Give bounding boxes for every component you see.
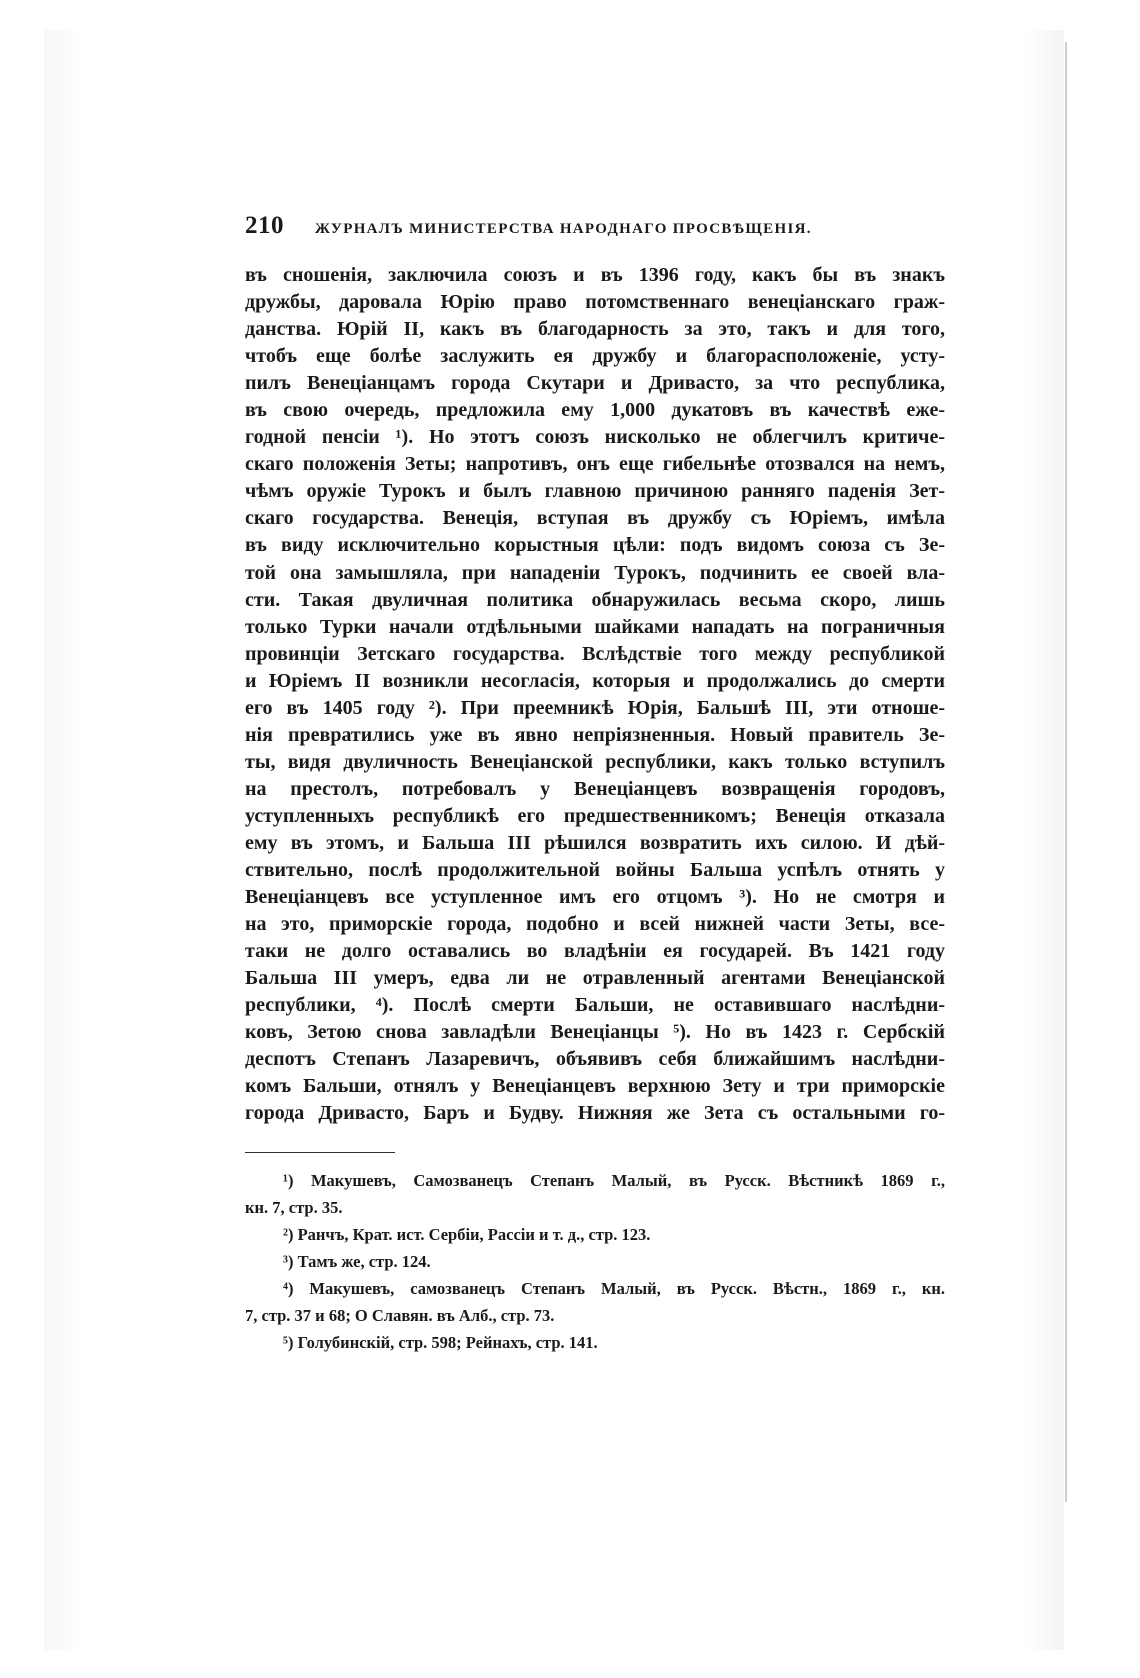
text-line: скаго положенія Зеты; напротивъ, онъ еще гибельнѣе отозвался на немъ, [245,453,945,476]
body-text [245,262,945,1128]
text-line: только Турки начали отдѣльными шайками нападать на пограничныя [245,615,945,638]
footnote-1-line-2: кн. 7, стр. 35. [245,1197,343,1217]
running-title: ЖУРНАЛЪ МИНИСТЕРСТВА НАРОДНАГО ПРОСВѢЩЕНІЯ. [315,221,812,237]
text-line: данства. Юрій II, какъ въ благодарность за это, такъ и для того, [245,318,945,341]
text-line: комъ Бальши, отнялъ у Венеціанцевъ верхнюю Зету и три приморскіе [245,1075,945,1098]
text-line: ему въ этомъ, и Бальша III рѣшился возвратить ихъ силою. И дѣй- [245,831,945,854]
text-line: таки не долго оставались во владѣніи ея государей. Въ 1421 году [245,940,945,963]
footnote-3: ³) Тамъ же, стр. 124. [283,1251,431,1271]
footnote-5: ⁵) Голубинскій, стр. 598; Рейнахъ, стр. 141. [283,1332,598,1352]
text-line: провинціи Зетскаго государства. Вслѣдствіе того между республикой [245,642,945,665]
text-line: чѣмъ оружіе Турокъ и былъ главною причиною ранняго паденія Зет- [245,480,945,503]
text-line: пилъ Венеціанцамъ города Скутари и Дривасто, за что республика, [245,372,945,395]
footnote-4-line-1: ⁴) Макушевъ, самозванецъ Степанъ Малый, въ Русск. Вѣстн., 1869 г., кн. [283,1278,945,1298]
page-edge-line [1065,42,1067,1502]
text-line: дружбы, даровала Юрію право потомственнаго венеціанскаго граж- [245,291,945,314]
text-line: ствительно, послѣ продолжительной войны Бальша успѣлъ отнять у [245,859,945,882]
text-line: уступленныхъ республикѣ его предшественникомъ; Венеція отказала [245,804,945,827]
text-line: республики, ⁴). Послѣ смерти Бальши, не оставившаго наслѣдни- [245,994,945,1017]
footnote-4-line-2: 7, стр. 37 и 68; О Славян. въ Алб., стр. 73. [245,1305,555,1325]
text-line: города Дривасто, Баръ и Будву. Нижняя же Зета съ остальными го- [245,1102,945,1125]
text-line: на престолъ, потребовалъ у Венеціанцевъ возвращенія городовъ, [245,777,945,800]
text-line: въ виду исключительно корыстныя цѣли: подъ видомъ союза съ Зе- [245,534,945,557]
footnote-separator [245,1152,395,1153]
text-line: Венеціанцевъ все уступленное имъ его отцомъ ³). Но не смотря и [245,886,945,909]
text-line: на это, приморскіе города, подобно и всей нижней части Зеты, все- [245,913,945,936]
text-line: той она замышляла, при нападеніи Турокъ, подчинить ее своей вла- [245,561,945,584]
text-line: въ свою очередь, предложила ему 1,000 дукатовъ въ качествѣ еже- [245,399,945,422]
text-line: и Юріемъ II возникли несогласія, которыя и продолжались до смерти [245,669,945,692]
text-line: скаго государства. Венеція, вступая въ дружбу съ Юріемъ, имѣла [245,507,945,530]
text-line: Бальша III умеръ, едва ли не отравленный агентами Венеціанской [245,967,945,990]
book-page [245,212,945,1356]
page-number: 210 [245,212,284,239]
page-header [245,212,945,246]
text-line: въ сношенія, заключила союзъ и въ 1396 году, какъ бы въ знакъ [245,264,945,286]
text-line: сти. Такая двуличная политика обнаружилась весьма скоро, лишь [245,588,945,611]
text-line: чтобъ еще болѣе заслужить ея дружбу и благорасположеніе, усту- [245,345,945,368]
text-line: деспотъ Степанъ Лазаревичъ, объявивъ себя ближайшимъ наслѣдни- [245,1048,945,1071]
footnote-2: ²) Ранчъ, Крат. ист. Сербіи, Рассіи и т. д., стр. 123. [283,1224,651,1244]
text-line: ты, видя двуличность Венеціанской республики, какъ только вступилъ [245,750,945,773]
text-line: ковъ, Зетою снова завладѣли Венеціанцы ⁵). Но въ 1423 г. Сербскій [245,1021,945,1044]
text-line: годной пенсіи ¹). Но этотъ союзъ нисколько не облегчилъ критиче- [245,426,945,449]
text-line: нія превратились уже въ явно непріязненныя. Новый правитель Зе- [245,723,945,746]
footnotes [245,1167,945,1356]
text-line: его въ 1405 году ²). При преемникѣ Юрія, Бальшѣ III, эти отноше- [245,696,945,719]
footnote-1-line-1: ¹) Макушевъ, Самозванецъ Степанъ Малый, въ Русск. Вѣстникѣ 1869 г., [283,1170,945,1190]
